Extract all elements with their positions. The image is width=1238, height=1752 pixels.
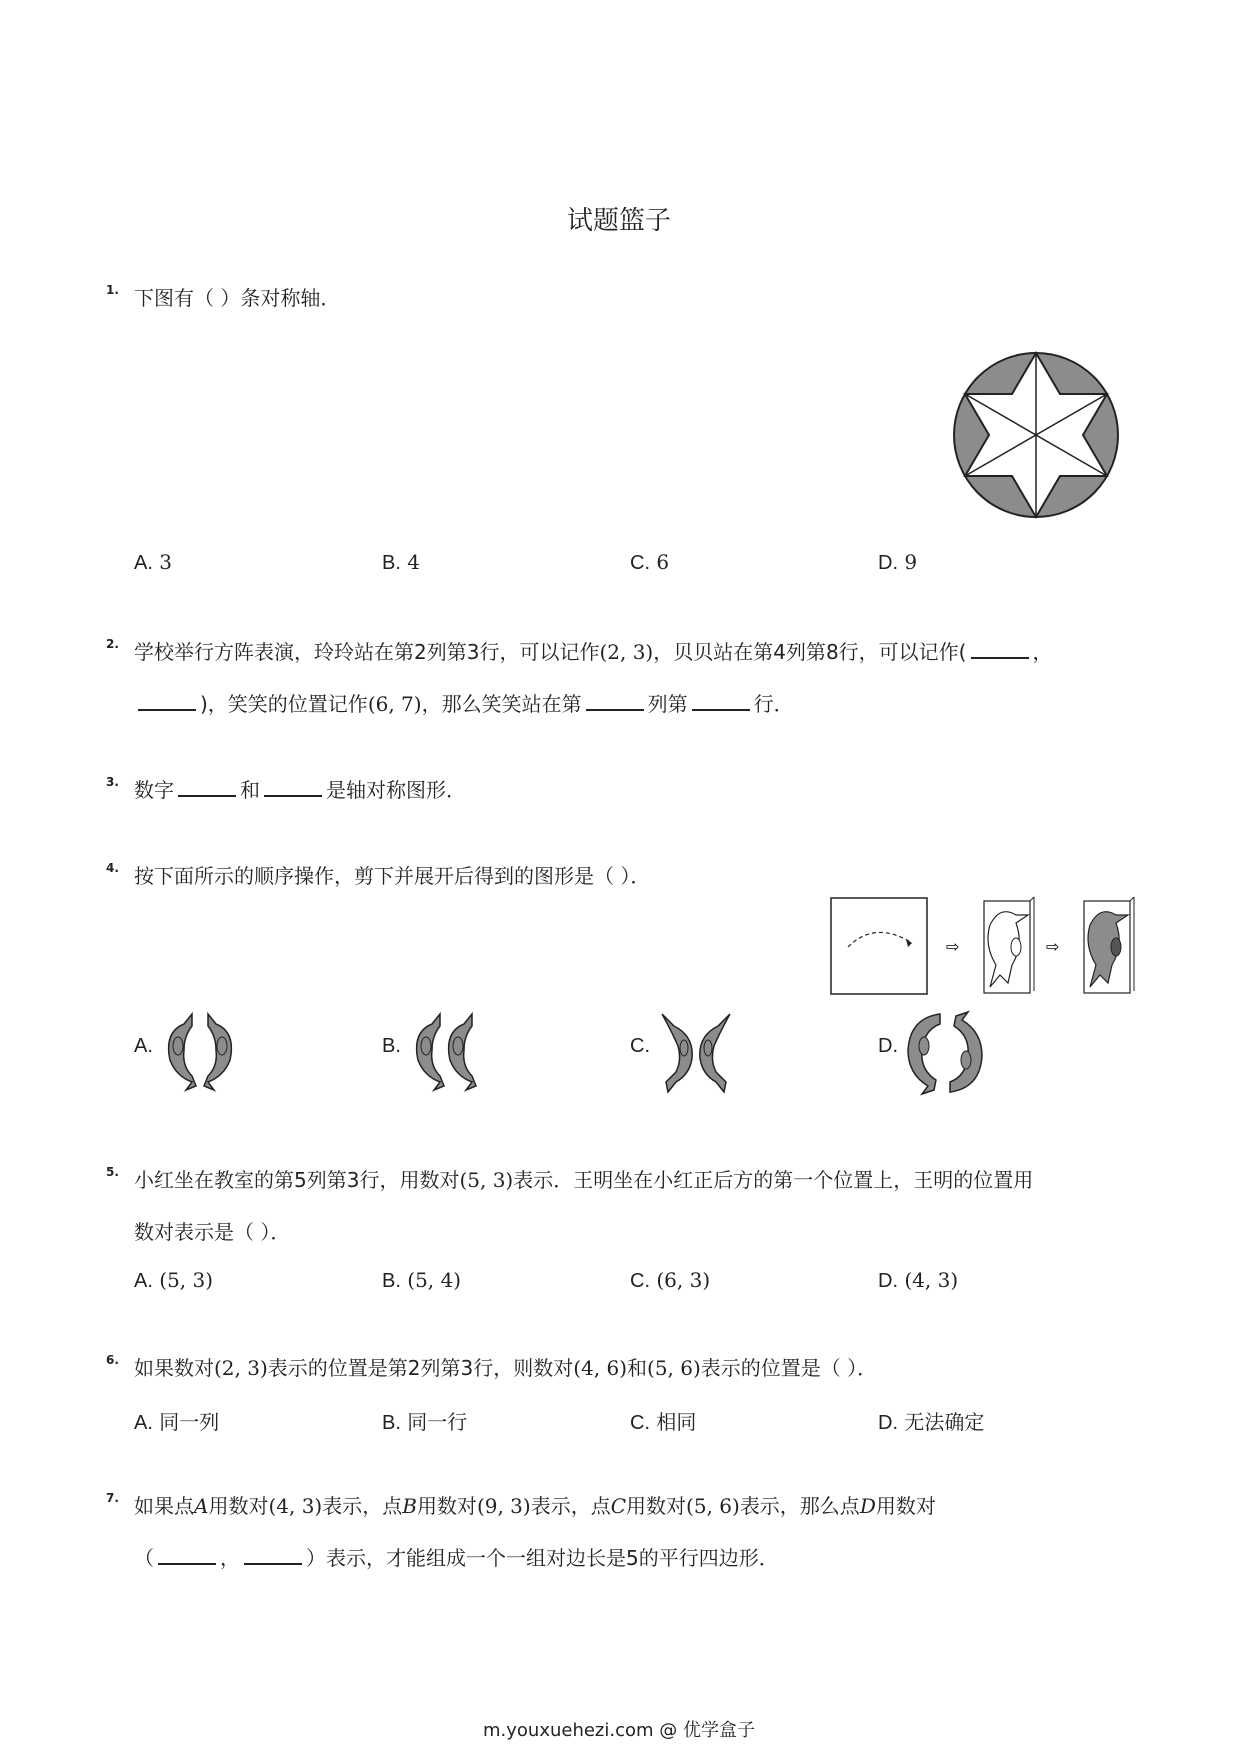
coordinate-pair: (4, 3) [268, 1494, 323, 1518]
coordinate-pair: (4, 6) [573, 1356, 628, 1380]
option-c[interactable]: C. [630, 1035, 650, 1057]
option-b[interactable]: B. 同一行 [382, 1410, 468, 1434]
question-text: 表示，点 [322, 1494, 403, 1518]
svg-text:⇨: ⇨ [946, 937, 960, 956]
question-3 [106, 764, 1146, 816]
answer-blank[interactable] [138, 691, 196, 711]
question-5 [106, 1154, 1146, 1258]
option-a[interactable]: A. [134, 1035, 153, 1057]
page-title: 试题篮子 [566, 206, 671, 236]
point-label: D [859, 1494, 876, 1518]
coordinate-pair: (2, 3) [214, 1356, 268, 1380]
question-text: 是轴对称图形． [326, 778, 466, 802]
question-text: 按下面所示的顺序操作，剪下并展开后得到的图形是（ ）． [134, 864, 651, 888]
question-number: 3. [106, 775, 119, 789]
question-text: 用数对 [208, 1494, 269, 1518]
option-c[interactable]: C. 相同 [630, 1410, 697, 1434]
question-2 [106, 626, 1146, 730]
option-d[interactable]: D. (4, 3) [878, 1268, 959, 1292]
question-text: ，那么笑笑站在第 [421, 692, 582, 716]
answer-blank[interactable] [158, 1545, 216, 1565]
question-text: ， [220, 1546, 240, 1570]
answer-blank[interactable] [692, 691, 750, 711]
option-b[interactable]: B. (5, 4) [382, 1268, 462, 1292]
question-text: 表示，点 [530, 1494, 611, 1518]
option-a[interactable]: A. 同一列 [134, 1410, 220, 1434]
star-in-circle-figure [951, 350, 1121, 520]
dolphin-option-b-figure [406, 1010, 490, 1094]
coordinate-pair: (6, 7) [367, 692, 422, 716]
question-text: ， [1032, 640, 1053, 664]
question-text: 如果数对 [134, 1356, 214, 1380]
question-text: 用数对 [626, 1494, 687, 1518]
question-text: 数对表示是（ ）． [134, 1220, 291, 1244]
option-c[interactable]: C. (6, 3) [630, 1268, 711, 1292]
question-number: 7. [106, 1491, 119, 1505]
coordinate-pair: (9, 3) [476, 1494, 531, 1518]
question-text: 下图有（ ）条对称轴． [134, 286, 341, 310]
answer-blank[interactable] [244, 1545, 302, 1565]
question-number: 2. [106, 637, 119, 651]
footer-watermark: m.youxuehezi.com @ 优学盒子 [482, 1720, 755, 1741]
question-text: （ [134, 1546, 154, 1570]
question-text: 和 [627, 1356, 648, 1380]
question-number: 6. [106, 1353, 119, 1367]
question-text: 表示．王明坐在小红正后方的第一个位置上，王明的位置用 [513, 1168, 1034, 1192]
point-label: B [402, 1494, 417, 1518]
option-d[interactable]: D. [878, 1035, 898, 1057]
question-text: 表示的位置是第2列第3行，则数对 [267, 1356, 574, 1380]
answer-blank[interactable] [586, 691, 644, 711]
question-text: 用数对 [875, 1494, 936, 1518]
question-text: 小红坐在教室的第5列第3行，用数对 [134, 1168, 460, 1192]
option-d[interactable]: D. 9 [878, 550, 918, 574]
fold-cut-steps-figure [830, 895, 1150, 1005]
question-text: 数字 [134, 778, 174, 802]
answer-blank[interactable] [178, 777, 236, 797]
dolphin-option-a-figure [158, 1010, 242, 1094]
question-text: ）表示，才能组成一个一组对边长是5的平行四边形． [306, 1546, 779, 1570]
coordinate-pair: (5, 6) [686, 1494, 740, 1518]
answer-blank[interactable] [264, 777, 322, 797]
option-a[interactable]: A. 3 [134, 550, 172, 574]
coordinate-pair: (5, 3) [459, 1168, 514, 1192]
question-text: 行． [753, 692, 794, 716]
svg-text:⇨: ⇨ [1046, 937, 1060, 956]
answer-blank[interactable] [971, 639, 1029, 659]
question-number: 1. [106, 283, 119, 297]
option-c[interactable]: C. 6 [630, 550, 670, 574]
point-label: C [610, 1494, 627, 1518]
question-7 [106, 1480, 1146, 1584]
dolphin-option-d-figure [900, 1008, 990, 1098]
option-a[interactable]: A. (5, 3) [134, 1268, 214, 1292]
question-number: 5. [106, 1165, 119, 1179]
question-6 [106, 1342, 1146, 1394]
point-label: A [194, 1494, 209, 1518]
question-text: 如果点 [134, 1494, 194, 1518]
dolphin-option-c-figure [654, 1010, 738, 1094]
option-d[interactable]: D. 无法确定 [878, 1410, 985, 1434]
coordinate-pair: (5, 6) [647, 1356, 701, 1380]
question-text: 用数对 [416, 1494, 477, 1518]
question-1 [106, 272, 1146, 324]
question-text: ，贝贝站在第4列第8行，可以记作( [653, 640, 967, 664]
question-number: 4. [106, 861, 119, 875]
question-text: 学校举行方阵表演，玲玲站在第2列第3行，可以记作 [134, 640, 600, 664]
question-text: 列第 [647, 692, 688, 716]
question-text: )，笑笑的位置记作 [200, 692, 368, 716]
coordinate-pair: (2, 3) [599, 640, 654, 664]
option-b[interactable]: B. 4 [382, 550, 420, 574]
question-text: 表示，那么点 [739, 1494, 860, 1518]
question-text: 表示的位置是（ ）． [700, 1356, 878, 1380]
question-text: 和 [240, 778, 260, 802]
option-b[interactable]: B. [382, 1035, 401, 1057]
